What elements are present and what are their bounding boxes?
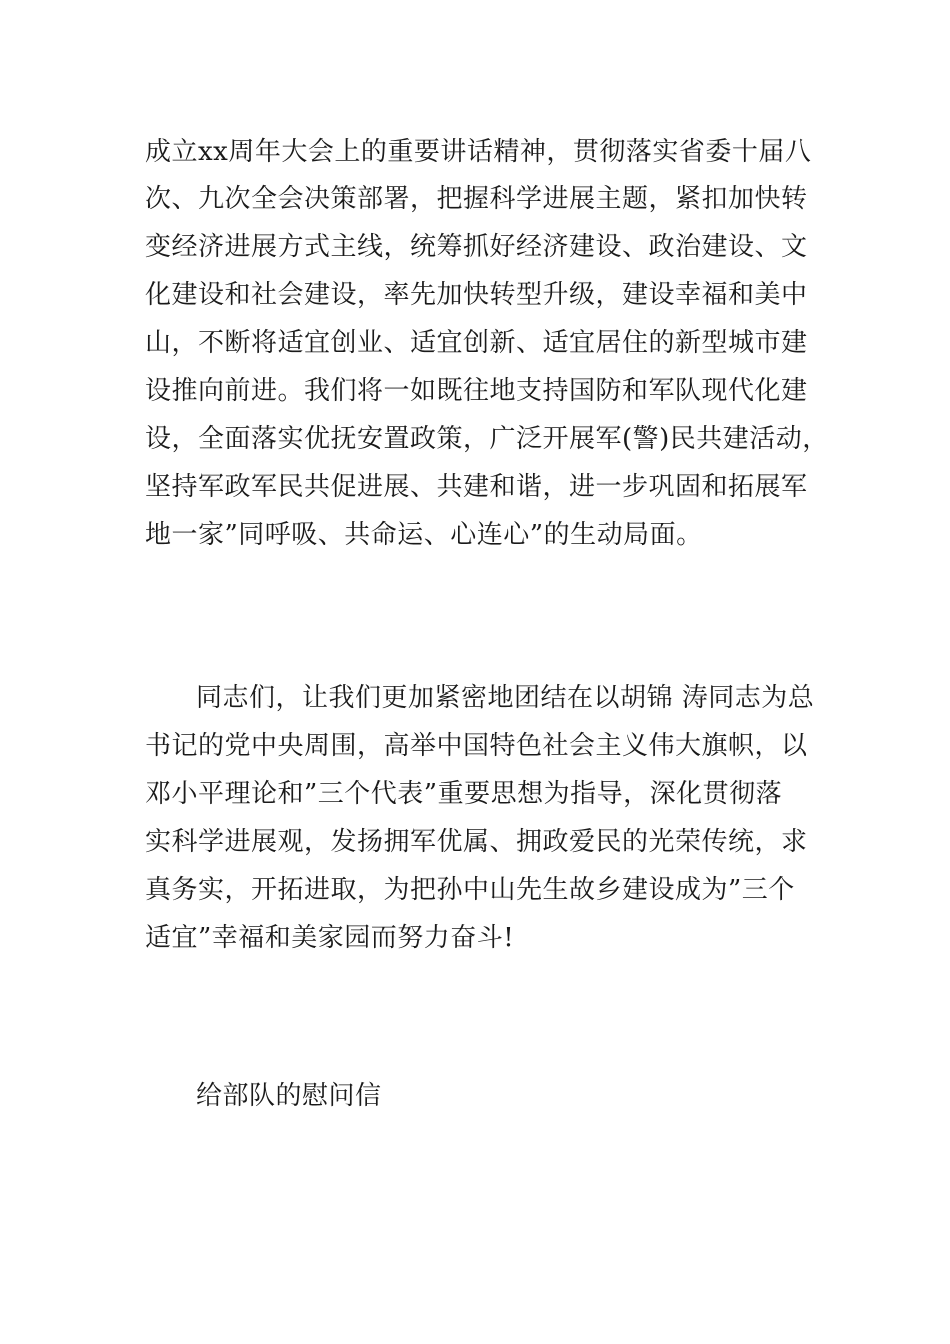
text-line: 实科学进展观，发扬拥军优属、拥政爱民的光荣传统，求	[145, 827, 808, 857]
section-heading: 给部队的慰问信	[196, 1081, 382, 1111]
text-line: 适宜”幸福和美家园而努力奋斗!	[145, 923, 515, 953]
text-line: 次、九次全会决策部署，把握科学进展主题，紧扣加快转	[145, 184, 808, 214]
text-line: 坚持军政军民共促进展、共建和谐，进一步巩固和拓展军	[145, 472, 808, 502]
text-line: 山，不断将适宜创业、适宜创新、适宜居住的新型城市建	[145, 328, 808, 358]
text-line: 变经济进展方式主线，统筹抓好经济建设、政治建设、文	[145, 232, 808, 262]
text-line: 邓小平理论和”三个代表”重要思想为指导，深化贯彻落	[145, 779, 783, 809]
text-line: 成立xx周年大会上的重要讲话精神，贯彻落实省委十届八	[145, 137, 812, 167]
text-line: 设，全面落实优抚安置政策，广泛开展军(警)民共建活动，	[145, 424, 829, 454]
text-line: 地一家”同呼吸、共命运、心连心”的生动局面。	[145, 520, 703, 550]
text-line: 设推向前进。我们将一如既往地支持国防和军队现代化建	[145, 376, 808, 406]
text-line: 书记的党中央周围，高举中国特色社会主义伟大旗帜，以	[145, 731, 808, 761]
text-line: 同志们，让我们更加紧密地团结在以胡锦 涛同志为总	[196, 683, 815, 713]
text-line: 真务实，开拓进取，为把孙中山先生故乡建设成为”三个	[145, 875, 795, 905]
text-line: 化建设和社会建设，率先加快转型升级，建设幸福和美中	[145, 280, 808, 310]
